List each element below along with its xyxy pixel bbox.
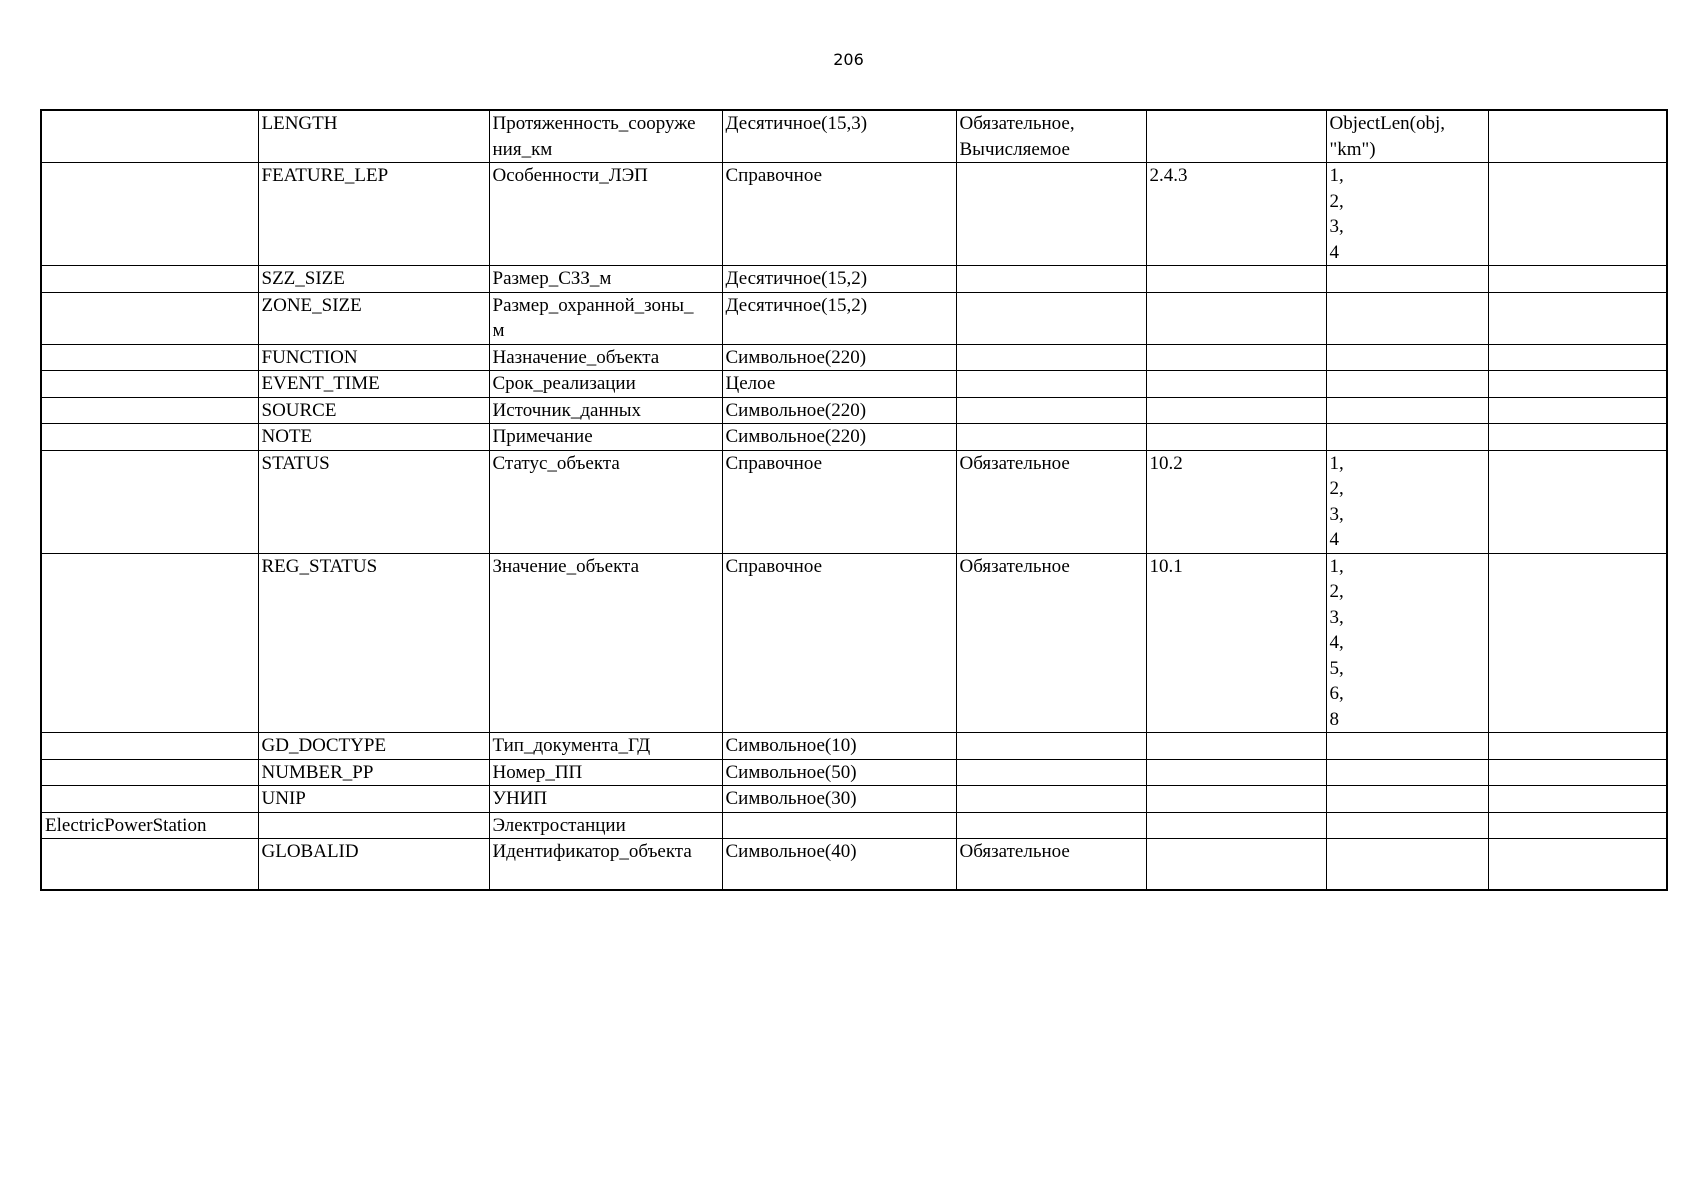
allowed-values-cell — [1326, 786, 1488, 813]
field-alias-cell — [489, 424, 722, 451]
field-type-cell: Символьное(50) — [722, 759, 956, 786]
notes-cell — [1488, 759, 1667, 786]
cell-text-line: Размер_СЗЗ_м — [492, 268, 612, 289]
allowed-values-cell — [1326, 733, 1488, 760]
cell-text-line: ния_км — [492, 138, 553, 160]
allowed-values-cell — [1326, 839, 1488, 890]
field-name-cell: SZZ_SIZE — [258, 266, 489, 293]
object-class-cell — [41, 110, 258, 163]
allowed-values-cell — [1326, 110, 1488, 163]
field-name-cell: FEATURE_LEP — [258, 163, 489, 266]
dictionary-ref-cell — [1146, 344, 1326, 371]
dictionary-ref-cell — [1146, 759, 1326, 786]
object-class-cell — [41, 292, 258, 344]
allowed-values-cell — [1326, 163, 1488, 266]
field-requirement-cell — [956, 110, 1146, 163]
field-requirement-cell — [956, 163, 1146, 266]
field-name-cell: UNIP — [258, 786, 489, 813]
dictionary-ref-cell — [1146, 110, 1326, 163]
allowed-values-cell — [1326, 553, 1488, 733]
field-name-cell: STATUS — [258, 450, 489, 553]
field-name-cell: GD_DOCTYPE — [258, 733, 489, 760]
field-requirement-cell — [956, 812, 1146, 839]
allowed-values-cell — [1326, 424, 1488, 451]
field-type-cell: Справочное — [722, 553, 956, 733]
field-alias-cell — [489, 812, 722, 839]
dictionary-ref-cell — [1146, 292, 1326, 344]
dictionary-ref-cell — [1146, 397, 1326, 424]
field-alias-cell — [489, 397, 722, 424]
field-requirement-cell — [956, 733, 1146, 760]
table-row — [41, 292, 1667, 344]
field-type-cell: Целое — [722, 371, 956, 398]
notes-cell — [1488, 839, 1667, 890]
cell-text-line: 4 — [1329, 529, 1339, 550]
field-type-cell: Справочное — [722, 450, 956, 553]
field-alias-cell — [489, 266, 722, 293]
field-alias-cell — [489, 292, 722, 344]
table-row — [41, 786, 1667, 813]
cell-text-line: Протяженность_сооруже — [492, 113, 696, 134]
object-class-cell — [41, 553, 258, 733]
allowed-values-cell — [1326, 812, 1488, 839]
cell-text-line: 5, — [1329, 657, 1344, 679]
field-requirement-cell — [956, 839, 1146, 890]
notes-cell — [1488, 371, 1667, 398]
cell-text-line: Идентификатор_объекта — [492, 841, 692, 862]
table-row — [41, 110, 1667, 163]
field-type-cell: Символьное(10) — [722, 733, 956, 760]
cell-text-line: 3, — [1329, 606, 1344, 628]
field-requirement-cell — [956, 292, 1146, 344]
cell-text-line: Обязательное — [959, 841, 1070, 862]
field-name-cell: REG_STATUS — [258, 553, 489, 733]
allowed-values-cell — [1326, 371, 1488, 398]
field-alias-cell — [489, 553, 722, 733]
field-name-cell: GLOBALID — [258, 839, 489, 890]
field-requirement-cell — [956, 266, 1146, 293]
object-class-cell — [41, 163, 258, 266]
table-row — [41, 424, 1667, 451]
dictionary-ref-cell — [1146, 812, 1326, 839]
cell-text-line: 1, — [1329, 165, 1344, 186]
notes-cell — [1488, 344, 1667, 371]
field-name-cell: SOURCE — [258, 397, 489, 424]
field-requirement-cell — [956, 371, 1146, 398]
field-type-cell: Десятичное(15,2) — [722, 266, 956, 293]
object-class-cell — [41, 759, 258, 786]
cell-text-line: Особенности_ЛЭП — [492, 165, 648, 186]
cell-text-line: 8 — [1329, 708, 1339, 730]
cell-text-line: ObjectLen(obj, — [1329, 113, 1446, 134]
field-alias-cell — [489, 733, 722, 760]
field-requirement-cell — [956, 786, 1146, 813]
dictionary-ref-cell — [1146, 266, 1326, 293]
notes-cell — [1488, 812, 1667, 839]
allowed-values-cell — [1326, 397, 1488, 424]
allowed-values-cell — [1326, 292, 1488, 344]
field-alias-cell — [489, 371, 722, 398]
field-type-cell: Справочное — [722, 163, 956, 266]
cell-text-line: Размер_охранной_зоны_ — [492, 294, 694, 316]
cell-text-line: Срок_реализации — [492, 373, 636, 394]
cell-text-line: м — [492, 320, 505, 341]
field-name-cell — [258, 812, 489, 839]
dictionary-ref-cell — [1146, 424, 1326, 451]
cell-text-line: Статус_объекта — [492, 452, 620, 474]
field-name-cell: NOTE — [258, 424, 489, 451]
field-alias-cell — [489, 163, 722, 266]
cell-text-line: Тип_документа_ГД — [492, 735, 651, 756]
notes-cell — [1488, 163, 1667, 266]
dictionary-ref-cell: 10.1 — [1146, 553, 1326, 733]
table-row — [41, 266, 1667, 293]
allowed-values-cell — [1326, 266, 1488, 293]
table-row — [41, 397, 1667, 424]
field-name-cell: ZONE_SIZE — [258, 292, 489, 344]
table-row — [41, 759, 1667, 786]
field-alias-cell — [489, 450, 722, 553]
table-row — [41, 812, 1667, 839]
attribute-table — [40, 109, 1668, 891]
notes-cell — [1488, 553, 1667, 733]
cell-text-line: 4, — [1329, 632, 1344, 653]
allowed-values-cell — [1326, 344, 1488, 371]
field-requirement-cell — [956, 759, 1146, 786]
object-class-cell — [41, 786, 258, 813]
cell-text-line: Обязательное, — [959, 113, 1075, 134]
field-alias-cell — [489, 344, 722, 371]
field-alias-cell — [489, 786, 722, 813]
notes-cell — [1488, 450, 1667, 553]
field-alias-cell — [489, 839, 722, 890]
notes-cell — [1488, 266, 1667, 293]
cell-text-line: Вычисляемое — [959, 138, 1070, 160]
cell-text-line: "km") — [1329, 138, 1376, 160]
cell-text-line: Обязательное — [959, 452, 1070, 474]
dictionary-ref-cell — [1146, 786, 1326, 813]
field-requirement-cell — [956, 553, 1146, 733]
dictionary-ref-cell — [1146, 371, 1326, 398]
cell-text-line: Источник_данных — [492, 399, 642, 421]
field-type-cell — [722, 812, 956, 839]
notes-cell — [1488, 292, 1667, 344]
page-number: 206 — [833, 50, 864, 69]
field-alias-cell — [489, 110, 722, 163]
object-class-cell: ElectricPowerStation — [41, 812, 258, 839]
object-class-cell — [41, 266, 258, 293]
object-class-cell — [41, 733, 258, 760]
object-class-cell — [41, 839, 258, 890]
notes-cell — [1488, 397, 1667, 424]
dictionary-ref-cell: 10.2 — [1146, 450, 1326, 553]
notes-cell — [1488, 786, 1667, 813]
cell-text-line: УНИП — [492, 788, 548, 809]
cell-text-line: 1, — [1329, 452, 1344, 474]
cell-text-line: Примечание — [492, 426, 593, 447]
field-name-cell: NUMBER_PP — [258, 759, 489, 786]
notes-cell — [1488, 733, 1667, 760]
cell-text-line: Обязательное — [959, 555, 1070, 577]
cell-text-line: 6, — [1329, 683, 1344, 704]
cell-text-line: Электростанции — [492, 814, 626, 836]
field-requirement-cell — [956, 450, 1146, 553]
cell-text-line: 2, — [1329, 581, 1344, 602]
notes-cell — [1488, 424, 1667, 451]
field-alias-cell — [489, 759, 722, 786]
cell-text-line: Значение_объекта — [492, 555, 640, 577]
cell-text-line: Номер_ПП — [492, 761, 583, 783]
table-row — [41, 371, 1667, 398]
cell-text-line: 3, — [1329, 503, 1344, 525]
table-body — [41, 110, 1667, 890]
field-name-cell: EVENT_TIME — [258, 371, 489, 398]
cell-text-line: Назначение_объекта — [492, 346, 660, 368]
table-row — [41, 450, 1667, 553]
cell-text-line: 2, — [1329, 478, 1344, 499]
table-row — [41, 553, 1667, 733]
object-class-cell — [41, 371, 258, 398]
cell-text-line: 3, — [1329, 216, 1344, 237]
field-type-cell: Десятичное(15,3) — [722, 110, 956, 163]
dictionary-ref-cell — [1146, 839, 1326, 890]
table-row — [41, 344, 1667, 371]
dictionary-ref-cell — [1146, 733, 1326, 760]
field-type-cell: Символьное(30) — [722, 786, 956, 813]
field-requirement-cell — [956, 424, 1146, 451]
allowed-values-cell — [1326, 759, 1488, 786]
cell-text-line: 1, — [1329, 555, 1344, 577]
field-type-cell: Символьное(220) — [722, 344, 956, 371]
dictionary-ref-cell: 2.4.3 — [1146, 163, 1326, 266]
notes-cell — [1488, 110, 1667, 163]
object-class-cell — [41, 450, 258, 553]
field-type-cell: Символьное(40) — [722, 839, 956, 890]
table-row — [41, 163, 1667, 266]
field-type-cell: Символьное(220) — [722, 424, 956, 451]
field-type-cell: Символьное(220) — [722, 397, 956, 424]
object-class-cell — [41, 344, 258, 371]
table-row — [41, 839, 1667, 890]
table-row — [41, 733, 1667, 760]
cell-text-line: 4 — [1329, 241, 1339, 263]
allowed-values-cell — [1326, 450, 1488, 553]
object-class-cell — [41, 397, 258, 424]
field-requirement-cell — [956, 397, 1146, 424]
cell-text-line: 2, — [1329, 190, 1344, 212]
field-name-cell: LENGTH — [258, 110, 489, 163]
object-class-cell — [41, 424, 258, 451]
field-type-cell: Десятичное(15,2) — [722, 292, 956, 344]
field-name-cell: FUNCTION — [258, 344, 489, 371]
field-requirement-cell — [956, 344, 1146, 371]
